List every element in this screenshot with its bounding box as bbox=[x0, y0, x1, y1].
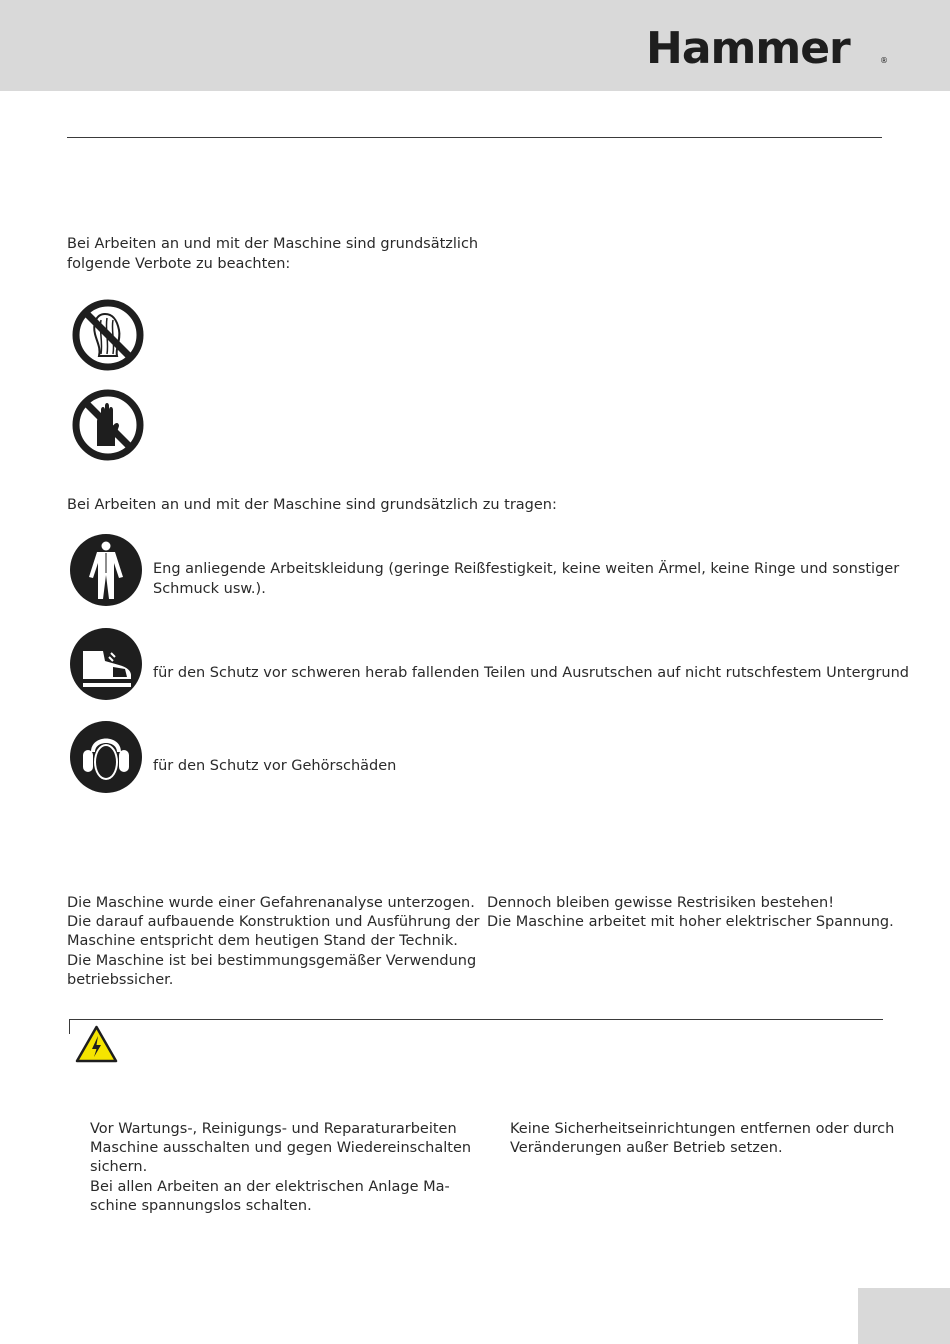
no-loose-hair-icon bbox=[71, 298, 145, 372]
risks-left-line-3: Maschine entspricht dem heutigen Stand der Technik. bbox=[67, 933, 458, 949]
electrical-left-line-5: schine spannungslos schalten. bbox=[90, 1198, 312, 1214]
required-equipment-intro: Bei Arbeiten an und mit der Maschine sind grundsätzlich zu tragen: bbox=[67, 497, 557, 513]
warning-frame-top bbox=[69, 1019, 883, 1020]
electrical-left-line-4: Bei allen Arbeiten an der elektrischen Anlage Ma- bbox=[90, 1179, 450, 1195]
electrical-left-line-2: Maschine ausschalten und gegen Wiedereinschalten bbox=[90, 1140, 472, 1156]
protective-clothing-icon bbox=[69, 533, 143, 607]
risks-left-line-2: Die darauf aufbauende Konstruktion und Ausführung der bbox=[67, 914, 480, 930]
prohibitions-intro-line-1: Bei Arbeiten an und mit der Maschine sind grundsätzlich bbox=[67, 236, 479, 252]
electrical-hazard-icon bbox=[75, 1025, 118, 1063]
ear-text-line-1: für den Schutz vor Gehörschäden bbox=[153, 758, 397, 774]
risks-right-line-2: Die Maschine arbeitet mit hoher elektrischer Spannung. bbox=[487, 914, 894, 930]
registered-mark: ® bbox=[880, 56, 888, 65]
risks-left-line-4: Die Maschine ist bei bestimmungsgemäßer Verwendung bbox=[67, 953, 477, 969]
no-gloves-icon bbox=[71, 388, 145, 462]
electrical-left-line-1: Vor Wartungs-, Reinigungs- und Reparaturarbeiten bbox=[90, 1121, 457, 1137]
electrical-right-line-1: Keine Sicherheitseinrichtungen entfernen oder durch bbox=[510, 1121, 895, 1137]
risks-left-line-1: Die Maschine wurde einer Gefahrenanalyse unterzogen. bbox=[67, 895, 475, 911]
shoes-text-line-1: für den Schutz vor schweren herab fallenden Teilen und Ausrutschen auf nicht rutschfestem Untergrund bbox=[153, 665, 910, 681]
clothing-text-line-2: Schmuck usw.). bbox=[153, 581, 266, 597]
prohibitions-intro-line-2: folgende Verbote zu beachten: bbox=[67, 256, 291, 272]
warning-frame-left bbox=[69, 1019, 70, 1034]
section-divider bbox=[67, 137, 882, 138]
risks-left-line-5: betriebssicher. bbox=[67, 972, 174, 988]
safety-shoes-icon bbox=[69, 627, 143, 701]
ear-protection-icon bbox=[69, 720, 143, 794]
brand-logo: Hammer bbox=[646, 23, 850, 74]
electrical-left-line-3: sichern. bbox=[90, 1159, 148, 1175]
electrical-right-line-2: Veränderungen außer Betrieb setzen. bbox=[510, 1140, 783, 1156]
risks-right-line-1: Dennoch bleiben gewisse Restrisiken bestehen! bbox=[487, 895, 835, 911]
page-number-tab bbox=[858, 1288, 950, 1344]
clothing-text-line-1: Eng anliegende Arbeitskleidung (geringe Reißfestigkeit, keine weiten Ärmel, keine Ringe und sonstiger bbox=[153, 561, 900, 577]
